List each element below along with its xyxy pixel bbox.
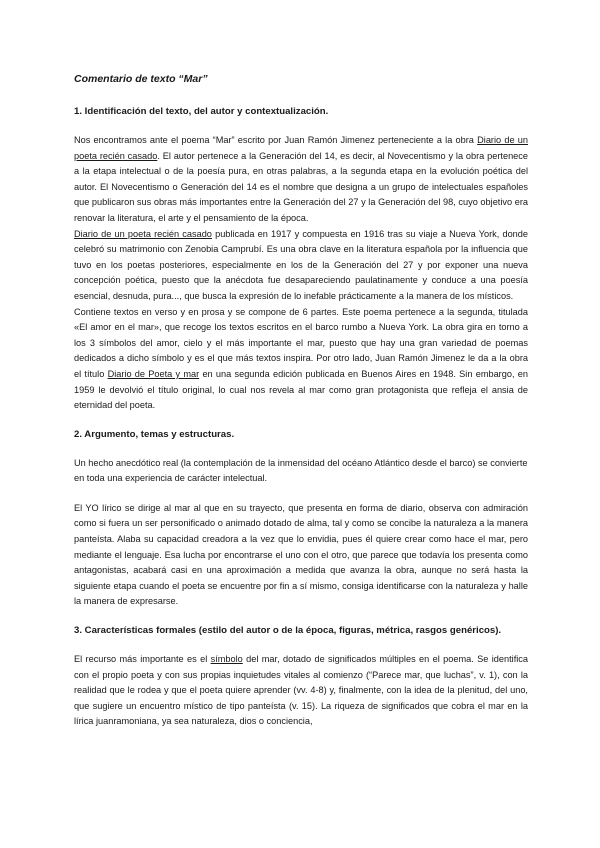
section-2-paragraph-2: El YO lírico se dirige al mar al que en su trayecto, que presenta en forma de diario, observa con admiración como si fuera un ser personificado o animado dotado de alma, tal y como se concibe la naturaleza a la manera panteísta. Alaba su capacidad creadora a la vez que lo envidia, pues él quiere crear como hace el mar, pero mediante el lenguaje. Esa lucha por encontrarse el uno con el otro, que parece que todavía los presenta como antagonistas, acabará casi en una aproximación a medida que avanza la obra, aunque no será hasta la siguiente etapa cuando el poeta se encuentre por fin a sí mismo, consiga identificarse con la naturaleza y halle la manera de expresarse. <box>74 502 528 607</box>
alt-title-underlined: Diario de Poeta y mar <box>107 368 200 379</box>
section-1-paragraph-1: Nos encontramos ante el poema “Mar” escrito por Juan Ramón Jimenez perteneciente a la obra Diario de un poeta recién casado. El autor pertenece a la Generación del 14, es decir, al Novecentismo y la obra pertenece a la etapa intelectual o de la poesía pura, en otras palabras, a la segunda etapa en la evolución poética del autor. El Novecentismo o Generación del 14 es el nombre que designa a un grupo de intelectuales españoles que publicaron sus obras más importantes entre la Generación del 27 y la Generación del 98, cuyo objetivo era renovar la literatura, el arte y el pensamiento de la época. <box>74 135 529 223</box>
section-2-paragraph-1: Un hecho anecdótico real (la contemplación de la inmensidad del océano Atlántico desde el barco) se convierte en toda una experiencia de carácter intelectual. <box>74 457 528 484</box>
section-3-heading: 3. Características formales (estilo del autor o de la época, figuras, métrica, rasgos genéricos). <box>74 625 502 637</box>
book-title-underlined: Diario de un poeta recién casado <box>74 228 212 239</box>
document-title: Comentario de texto “Mar” <box>74 73 208 85</box>
symbol-term-underlined: símbolo <box>210 654 243 665</box>
document-body <box>74 68 528 730</box>
section-2-heading: 2. Argumento, temas y estructuras. <box>74 428 235 440</box>
section-3-paragraph-1: El recurso más importante es el símbolo del mar, dotado de significados múltiples en el poema. Se identifica con el propio poeta y con sus propias inquietudes vitales al comienzo (“Parece mar, que luchas”, v. 1), con la realidad que le rodea y que el poeta quiere aprender (vv. 4-8) y, finalmente, con la idea de la plenitud, del uno, que sugiere un encuentro místico de tipo panteísta (v. 15). La riqueza de significados que cobra el mar en la lírica juanramoniana, ya sea naturaleza, dios o conciencia, <box>74 654 528 727</box>
section-1-heading: 1. Identificación del texto, del autor y contextualización. <box>74 106 329 117</box>
section-1-paragraph-3: Contiene textos en verso y en prosa y se compone de 6 partes. Este poema pertenece a la segunda, titulada «El amor en el mar», que recoge los textos escritos en el barco rumbo a Nueva York. La obra gira en torno a los 3 símbolos del amor, cielo y el más importante el mar, puesto que hay una gran variedad de poemas dedicados a dicho símbolo y es el que más textos inspira. Por otro lado, Juan Ramón Jimenez le da a la obra el título Diario de Poeta y mar en una segunda edición publicada en Buenos Aires en 1948. Sin embargo, en 1959 le devolvió el título original, lo cual nos revela al mar como gran protagonista que refleja el ansia de eternidad del poeta. <box>74 306 528 411</box>
section-1-paragraph-2: Diario de un poeta recién casado publicada en 1917 y compuesta en 1916 tras su viaje a Nueva York, donde celebró su matrimonio con Zenobia Camprubí. Es una obra clave en la literatura española por la influencia que tuvo en los poetas posteriores, especialmente en los de la Generación del 27 y por exponer una nueva concepción poética, puesto que la anécdota fue desapareciendo paulatinamente y conduce a una poesía esencial, desnuda, pura..., que busca la expresión de lo inefable prácticamente a la manera de los místicos. <box>74 228 529 301</box>
book-title-underlined: Diario de un poeta recién casado <box>74 135 529 161</box>
